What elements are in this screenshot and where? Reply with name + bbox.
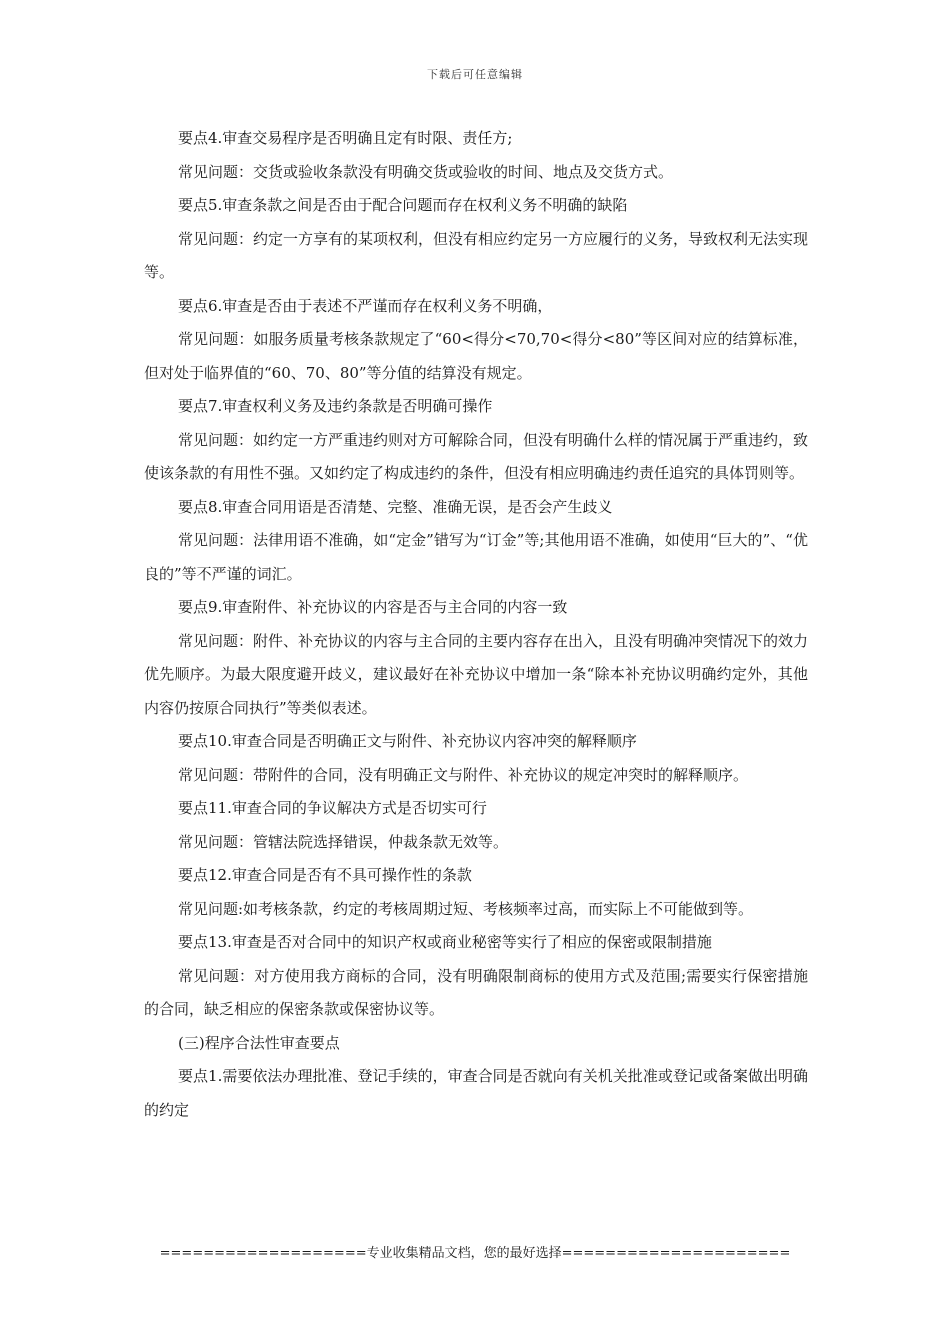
point-4-heading: 要点4.审查交易程序是否明确且定有时限、责任方;	[178, 129, 513, 147]
page-header: 下载后可任意编辑	[427, 68, 523, 81]
point-11-heading: 要点11.审查合同的争议解决方式是否切实可行	[178, 799, 487, 817]
point-8-issue: 常见问题：法律用语不准确，如“定金”错写为“订金”等;其他用语不准确，如使用“巨大的”、“优良的”等不严谨的词汇。	[144, 531, 808, 583]
point-7-heading: 要点7.审查权利义务及违约条款是否明确可操作	[178, 397, 493, 415]
point-4-issue: 常见问题：交货或验收条款没有明确交货或验收的时间、地点及交货方式。	[178, 162, 674, 181]
point-12-issue: 常见问题:如考核条款，约定的考核周期过短、考核频率过高，而实际上不可能做到等。	[178, 899, 754, 918]
document-body	[144, 122, 808, 1127]
point-5-issue: 常见问题：约定一方享有的某项权利，但没有相应约定另一方应履行的义务，导致权利无法实现等。	[144, 229, 809, 281]
point-5-heading: 要点5.审查条款之间是否由于配合问题而存在权利义务不明确的缺陷	[178, 196, 628, 214]
point-7-issue: 常见问题：如约定一方严重违约则对方可解除合同，但没有明确什么样的情况属于严重违约，致使该条款的有用性不强。又如约定了构成违约的条件，但没有相应明确违约责任追究的具体罚则等。	[144, 430, 809, 482]
point-13-issue: 常见问题：对方使用我方商标的合同，没有明确限制商标的使用方式及范围;需要实行保密措施的合同，缺乏相应的保密条款或保密协议等。	[144, 966, 808, 1018]
point-10-issue: 常见问题：带附件的合同，没有明确正文与附件、补充协议的规定冲突时的解释顺序。	[178, 765, 749, 784]
point-9-heading: 要点9.审查附件、补充协议的内容是否与主合同的内容一致	[178, 598, 568, 616]
point-12-heading: 要点12.审查合同是否有不具可操作性的条款	[178, 866, 472, 884]
section-heading-procedural-legality: (三)程序合法性审查要点	[178, 1033, 340, 1052]
procedural-point-1: 要点1.需要依法办理批准、登记手续的，审查合同是否就向有关机关批准或登记或备案做出明确的约定	[144, 1067, 808, 1119]
point-10-heading: 要点10.审查合同是否明确正文与附件、补充协议内容冲突的解释顺序	[178, 732, 637, 750]
point-6-issue: 常见问题：如服务质量考核条款规定了“60<得分<70,70<得分<80”等区间对应的结算标准，但对处于临界值的“60、70、80”等分值的结算没有规定。	[144, 330, 808, 382]
point-8-heading: 要点8.审查合同用语是否清楚、完整、准确无误，是否会产生歧义	[178, 497, 613, 516]
page-footer: ===================专业收集精品文档，您的最好选择=====================	[159, 1246, 791, 1261]
point-9-issue: 常见问题：附件、补充协议的内容与主合同的主要内容存在出入，且没有明确冲突情况下的效力优先顺序。为最大限度避开歧义，建议最好在补充协议中增加一条“除本补充协议明确约定外，其他内容仍按原合同执行”等类似表述。	[144, 631, 809, 717]
point-6-heading: 要点6.审查是否由于表述不严谨而存在权利义务不明确，	[178, 296, 553, 315]
point-13-heading: 要点13.审查是否对合同中的知识产权或商业秘密等实行了相应的保密或限制措施	[178, 933, 712, 951]
point-11-issue: 常见问题：管辖法院选择错误，仲裁条款无效等。	[178, 832, 509, 851]
